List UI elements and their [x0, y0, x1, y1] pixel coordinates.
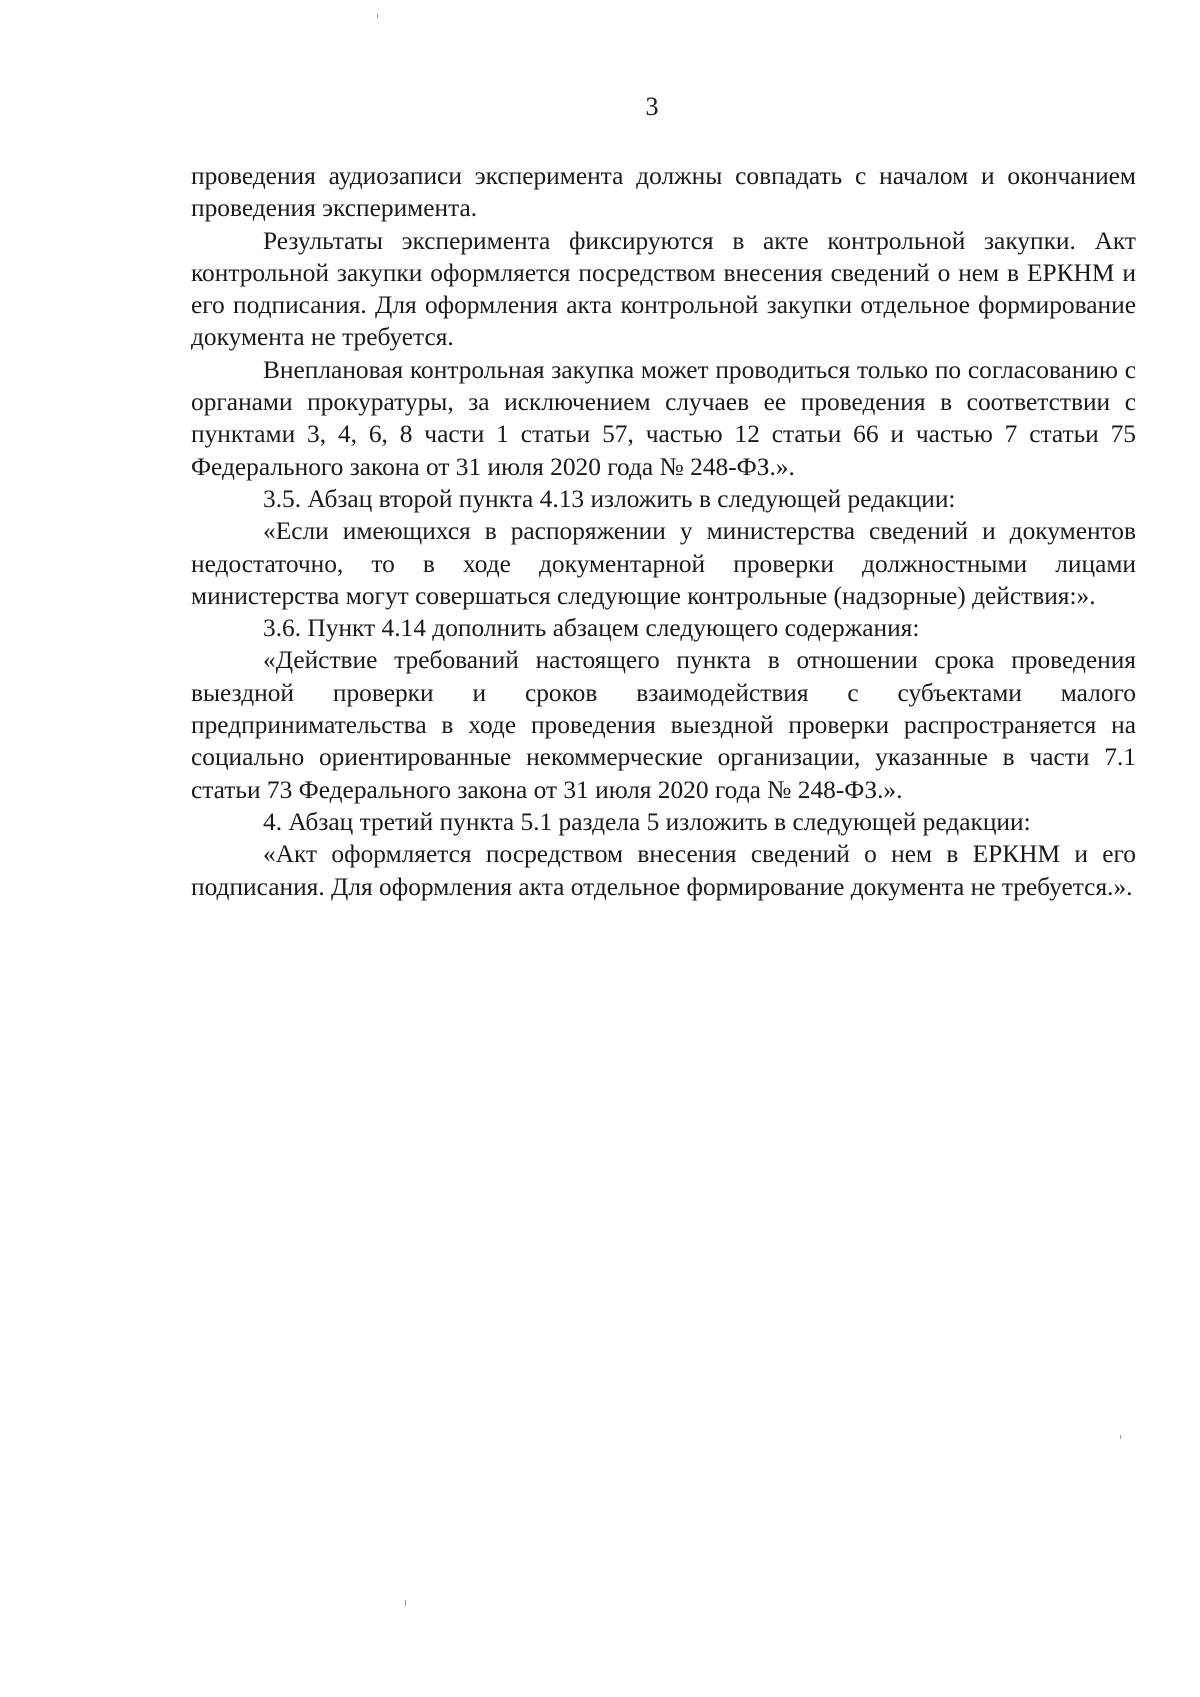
scan-speck [377, 14, 378, 18]
page-number: 3 [645, 92, 659, 121]
scan-speck [405, 1600, 406, 1606]
paragraph: «Акт оформляется посредством внесения сведений о нем в ЕРКНМ и его подписания. Для оформления акта отдельное формирование документа не требуется.». [191, 840, 1136, 901]
paragraph: 3.6. Пункт 4.14 дополнить абзацем следующего содержания: [263, 614, 920, 643]
paragraph: Внеплановая контрольная закупка может проводиться только по согласованию с органами прокуратуры, за исключением случаев ее проведения в соответствии с пунктами 3, 4, 6, 8 части 1 статьи 57, частью 12 статьи 66 и частью 7 статьи 75 Федерального закона от 31 июля 2020 года № 248-ФЗ.». [191, 355, 1136, 481]
scan-speck [1120, 1435, 1121, 1439]
document-body [191, 160, 1136, 903]
paragraph: «Если имеющихся в распоряжении у министерства сведений и документов недостаточно, то в ходе документарной проверки должностными лицами министерства могут совершаться следующие контрольные (надзорные) действия:». [191, 517, 1136, 610]
paragraph: Результаты эксперимента фиксируются в акте контрольной закупки. Акт контрольной закупки оформляется посредством внесения сведений о нем в ЕРКНМ и его подписания. Для оформления акта контрольной закупки отдельное формирование документа не требуется. [191, 226, 1136, 352]
paragraph: «Действие требований настоящего пункта в отношении срока проведения выездной проверки и сроков взаимодействия с субъектами малого предпринимательства в ходе проведения выездной проверки распространяется на социально ориентированные некоммерческие организации, указанные в части 7.1 статьи 73 Федерального закона от 31 июля 2020 года № 248-ФЗ.». [191, 646, 1136, 804]
paragraph: 3.5. Абзац второй пункта 4.13 изложить в следующей редакции: [263, 484, 956, 513]
paragraph: 4. Абзац третий пункта 5.1 раздела 5 изложить в следующей редакции: [263, 807, 1031, 836]
paragraph: проведения аудиозаписи эксперимента должны совпадать с началом и окончанием проведения эксперимента. [191, 162, 1136, 223]
